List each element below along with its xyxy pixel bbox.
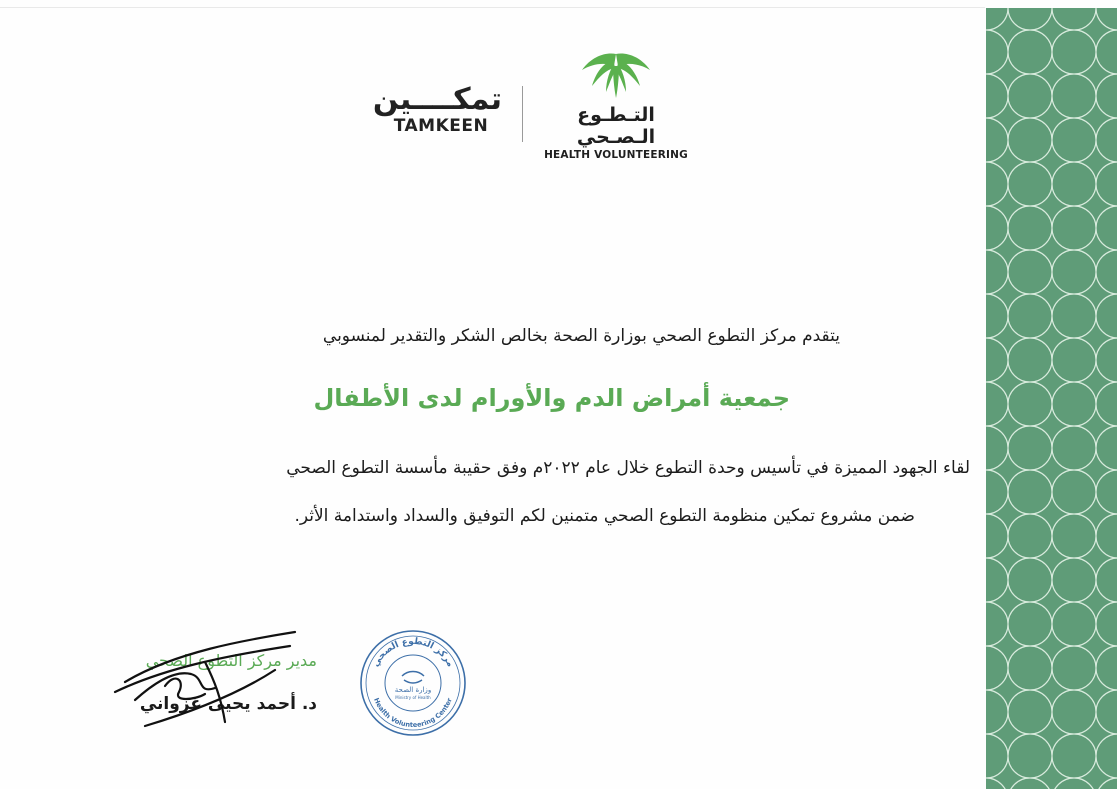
recipient-name: جمعية أمراض الدم والأورام لدى الأطفال [313, 384, 790, 412]
ministry-emblem-icon [402, 672, 424, 684]
body-line-1: لقاء الجهود المميزة في تأسيس وحدة التطوع خلال عام ٢٠٢٢م وفق حقيبة مأسسة التطوع الصحي [286, 458, 970, 478]
stamp-ring-arabic: مركز التطوع الصحي [371, 636, 455, 669]
intro-text: يتقدم مركز التطوع الصحي بوزارة الصحة بخالص الشكر والتقدير لمنسوبي [322, 326, 840, 346]
palm-tree-icon [576, 46, 656, 100]
signer-name: د. أحمد يحيى غزواني [139, 694, 317, 714]
header-logos [372, 46, 700, 161]
health-volunteering-logo [538, 46, 694, 162]
stamp-ministry-arabic: وزارة الصحة [394, 686, 432, 694]
stamp-ministry-english: Ministry of Health [395, 695, 431, 700]
tamkeen-logo [372, 82, 502, 136]
svg-text:Health Volunteering Center [372, 696, 454, 729]
logo-divider [522, 86, 523, 142]
stamp-ring-english: Health Volunteering Center [372, 696, 454, 730]
tamkeen-logo-arabic: تمكــــين [372, 82, 502, 117]
health-volunteering-english: HEALTH VOLUNTEERING [544, 149, 688, 161]
body-line-2: ضمن مشروع تمكين منظومة التطوع الصحي متمنين لكم التوفيق والسداد واستدامة الأثر. [294, 506, 915, 526]
official-stamp [358, 628, 468, 738]
handwritten-signature [105, 622, 305, 732]
tamkeen-logo-english: TAMKEEN [393, 116, 489, 136]
top-border-line [0, 7, 985, 8]
decorative-pattern [986, 8, 1117, 789]
signer-title: مدير مركز التطوع الصحي [145, 651, 317, 670]
svg-text:مركز التطوع الصحي [371, 637, 455, 669]
health-volunteering-arabic: التـطـوع الـصـحي [576, 104, 656, 148]
